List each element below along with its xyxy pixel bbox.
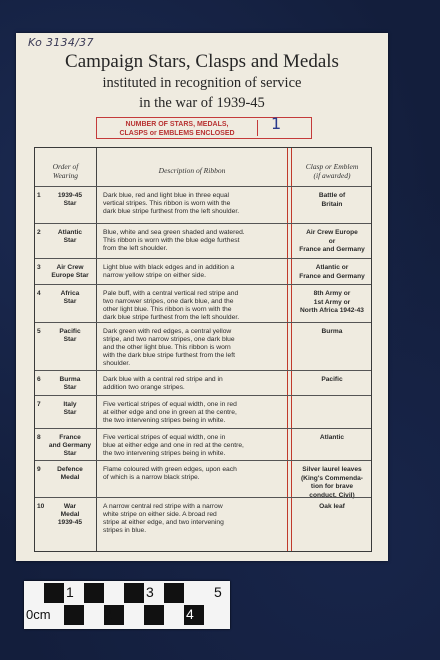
scale-number-4: 4 (186, 606, 194, 622)
description-line: the two intervening stripes being in white. (103, 417, 226, 424)
document-sheet (16, 33, 388, 561)
table-row-order (37, 401, 94, 428)
header-rule (35, 186, 371, 187)
column-divider (96, 148, 97, 551)
header-clasp-line-2: (if awarded) (313, 171, 351, 180)
clasp-line: Atlantic (319, 434, 345, 441)
clasp-line: Battle of (318, 192, 346, 199)
description-line: Five vertical stripes of equal width, one in red (103, 401, 237, 408)
award-name-line: Atlantic (57, 229, 83, 236)
description-line: shoulder. (103, 360, 131, 367)
table-row-order (37, 264, 94, 284)
scale-number-3: 3 (146, 584, 154, 600)
table-row-clasp (295, 290, 369, 316)
award-name-line: 1939-45 (57, 519, 83, 526)
row-award-name (46, 376, 94, 392)
header-clasp (293, 162, 371, 180)
clasp-line: 1st Army or (313, 298, 351, 306)
description-line: This ribbon is worn with the blue edge furthest (103, 237, 240, 244)
scale-bar (24, 581, 230, 629)
description-line: Flame coloured with green edges, upon each (103, 466, 237, 473)
table-row-clasp (295, 229, 369, 255)
header-clasp-line-1: Clasp or Emblem (305, 162, 359, 171)
clasp-line: Air Crew Europe (306, 229, 358, 236)
enclosed-count-value: 1 (271, 114, 282, 133)
table-row-description (103, 290, 283, 322)
description-line: dark blue stripe furthest from the left shoulder. (103, 314, 240, 321)
row-award-name (46, 503, 94, 527)
row-rule (35, 258, 371, 259)
subtitle-line-1: instituted in recognition of service (102, 75, 302, 91)
row-award-name (46, 290, 94, 306)
row-number: 7 (37, 401, 41, 408)
table-row-clasp (295, 192, 369, 209)
description-line: stripe, and two narrow stripes, one dark blue (103, 336, 235, 343)
table-row-order (37, 376, 94, 395)
header-order (37, 162, 94, 180)
row-number: 10 (37, 503, 45, 510)
award-name-line: Europe Star (51, 272, 89, 279)
description-line: other light blue. This ribbon is worn with the (103, 306, 232, 313)
description-line: stripe at either edge, and two intervening (103, 519, 224, 526)
description-line: addition two orange stripes. (103, 384, 185, 391)
table-row-clasp (295, 264, 369, 281)
table-row-clasp (295, 503, 369, 512)
description-line: the two intervening stripes being in white. (103, 450, 226, 457)
row-number: 8 (37, 434, 41, 441)
description-line: vertical stripes. This ribbon is worn with the (103, 200, 231, 207)
award-name-line: Star (63, 384, 77, 391)
row-rule (35, 322, 371, 323)
description-line: of which is a narrow black stripe. (103, 474, 200, 481)
table-row-description (103, 328, 283, 368)
table-row-description (103, 466, 283, 482)
row-number: 2 (37, 229, 41, 236)
description-line: white stripe on either side. A broad red (103, 511, 217, 518)
scale-number-5: 5 (214, 584, 222, 600)
clasp-line: conduct. Civil) (309, 491, 355, 499)
header-description: Description of Ribbon (158, 166, 226, 175)
row-number: 4 (37, 290, 41, 297)
table-row-description (103, 264, 283, 280)
award-name-line: and Germany (48, 442, 92, 449)
award-name-line: Star (63, 200, 77, 207)
clasp-line: 8th Army or (313, 290, 351, 297)
clasp-line: North Africa 1942-43 (300, 307, 364, 314)
award-name-line: War (63, 503, 77, 510)
award-name-line: 1939-45 (57, 192, 83, 199)
scale-unit: 0cm (26, 607, 51, 622)
header-order-line-2: Wearing (52, 171, 79, 180)
clasp-line: tion for brave (310, 483, 354, 490)
scale-square (164, 583, 184, 603)
award-name-line: Star (63, 298, 77, 305)
description-line: narrow yellow stripe on either side. (103, 272, 206, 279)
row-rule (35, 497, 371, 498)
table-row-order (37, 503, 94, 553)
description-line: two narrower stripes, one dark blue, and the (103, 298, 234, 305)
enclosed-divider (257, 120, 258, 136)
clasp-line: Atlantic or (315, 264, 349, 271)
clasp-line: (King's Commenda- (300, 474, 363, 482)
enclosed-label-line-1: NUMBER OF STARS, MEDALS, (125, 121, 229, 128)
description-line: with the dark blue stripe furthest from the left (103, 352, 235, 359)
row-rule (35, 370, 371, 371)
scale-number-2: 2 (104, 606, 112, 622)
clasp-line: Silver laurel leaves (302, 466, 362, 473)
description-line: A narrow central red stripe with a narrow (103, 503, 223, 510)
table-row-clasp (295, 434, 369, 443)
award-name-line: Africa (60, 290, 80, 297)
clasp-line: Britain (321, 200, 343, 208)
scale-square (144, 605, 164, 625)
enclosed-count-box (96, 114, 312, 139)
row-number: 3 (37, 264, 41, 271)
scale-square (84, 583, 104, 603)
description-line: Pale buff, with a central vertical red stripe and (103, 290, 239, 297)
subtitle-line-2: in the war of 1939-45 (139, 95, 265, 111)
row-number: 1 (37, 192, 41, 199)
table-row-description (103, 503, 283, 535)
row-award-name (46, 401, 94, 417)
row-number: 6 (37, 376, 41, 383)
award-name-line: Burma (59, 376, 81, 383)
header-order-line-1: Order of (52, 162, 79, 171)
medals-table (34, 147, 372, 552)
description-line: Five vertical stripes of equal width, one in (103, 434, 226, 441)
row-award-name (46, 229, 94, 245)
table-row-clasp (295, 328, 369, 337)
reference-number: Ko 3134/37 (28, 36, 94, 49)
award-name-line: Star (63, 336, 77, 343)
row-number: 5 (37, 328, 41, 335)
award-name-line: Italy (63, 401, 77, 408)
enclosed-label (102, 120, 252, 138)
clasp-line: or (328, 237, 336, 245)
row-number: 9 (37, 466, 41, 473)
row-award-name (46, 192, 94, 208)
description-line: dark blue stripe furthest from the left shoulder. (103, 208, 240, 215)
description-line: Light blue with black edges and in addition a (103, 264, 235, 271)
description-line: Dark blue, red and light blue in three equal (103, 192, 230, 199)
description-line: and the other light blue. This ribbon is worn (103, 344, 231, 351)
description-line: from the left shoulder. (103, 245, 168, 252)
row-award-name (46, 328, 94, 344)
award-name-line: Defence (57, 466, 83, 473)
table-row-clasp (295, 376, 369, 385)
row-award-name (46, 434, 94, 458)
award-name-line: Star (63, 237, 77, 244)
award-name-line: Pacific (59, 328, 81, 335)
description-line: Dark blue with a central red stripe and in (103, 376, 223, 383)
award-name-line: Air Crew (56, 264, 84, 271)
table-row-description (103, 192, 283, 216)
row-rule (35, 428, 371, 429)
row-rule (35, 284, 371, 285)
scale-square (44, 583, 64, 603)
table-row-order (37, 229, 94, 258)
table-row-order (37, 290, 94, 322)
scale-number-1: 1 (66, 584, 74, 600)
table-row-order (37, 466, 94, 497)
table-row-order (37, 192, 94, 223)
row-award-name (46, 264, 94, 280)
table-row-description (103, 229, 283, 253)
award-name-line: Medal (60, 511, 80, 518)
clasp-line: Oak leaf (319, 503, 345, 510)
table-row-description (103, 434, 283, 458)
description-line: stripes in blue. (103, 527, 147, 534)
description-line: blue at either edge and one in red at the centre, (103, 442, 244, 449)
award-name-line: Medal (60, 474, 80, 481)
table-row-order (37, 328, 94, 370)
table-row-description (103, 401, 283, 425)
column-divider-red (291, 148, 292, 551)
clasp-line: Pacific (321, 376, 343, 383)
clasp-line: France and Germany (299, 246, 365, 253)
table-row-order (37, 434, 94, 460)
row-award-name (46, 466, 94, 482)
column-divider-red (287, 148, 288, 551)
table-row-description (103, 376, 283, 392)
award-name-line: Star (63, 450, 77, 457)
page-title: Campaign Stars, Clasps and Medals (65, 51, 339, 72)
enclosed-label-line-2: CLASPS or EMBLEMS ENCLOSED (119, 130, 235, 137)
award-name-line: Star (63, 409, 77, 416)
row-rule (35, 460, 371, 461)
description-line: Blue, white and sea green shaded and watered. (103, 229, 245, 236)
clasp-line: Burma (321, 328, 343, 335)
description-line: Dark green with red edges, a central yellow (103, 328, 232, 335)
scale-square (124, 583, 144, 603)
clasp-line: France and Germany (299, 272, 365, 280)
award-name-line: France (59, 434, 81, 441)
row-rule (35, 223, 371, 224)
description-line: at either edge and one in green at the centre, (103, 409, 237, 416)
scale-square (64, 605, 84, 625)
row-rule (35, 395, 371, 396)
table-row-clasp (295, 466, 369, 500)
